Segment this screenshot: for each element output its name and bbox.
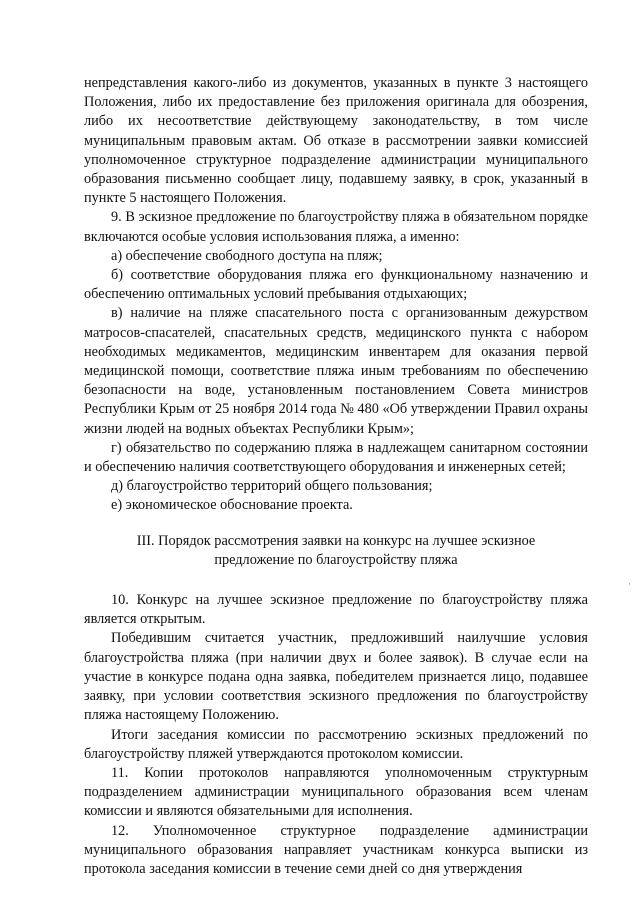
list-item-a: а) обеспечение свободного доступа на пляж;	[111, 247, 383, 264]
paragraph-clause-12: 12. Уполномоченное структурное подразделение администрации муниципального образования направляет участникам конкурса выписки из протокола заседания комиссии в течение семи дней со дня утверждения	[84, 822, 588, 877]
paragraph-clause-9: 9. В эскизное предложение по благоустройству пляжа в обязательном порядке включаются особые условия использования пляжа, а именно:	[84, 209, 588, 245]
paragraph-clause-10: 10. Конкурс на лучшее эскизное предложение по благоустройству пляжа является открытым.	[84, 592, 588, 628]
list-item-g: г) обязательство по содержанию пляжа в надлежащем санитарном состоянии и обеспечению наличия соответствующего оборудования и инженерных сетей;	[84, 439, 588, 476]
list-item-v: в) наличие на пляже спасательного поста с организованным дежурством матросов-спасателей, спасательных средств, медицинского пункта с набором необходимых медикаментов, медицинским инвентарем для оказания первой медицинской помощи, соответствие пляжа иным требованиям по обеспечению безопасности на воде, установленным постановлением Совета министров Республики Крым от 25 ноября 2014 года № 480 «Об утверждении Правил охраны жизни людей на водных объектах Республики Крым»;	[84, 305, 588, 437]
paragraph-winner: Победившим считается участник, предложивший наилучшие условия благоустройства пляжа (при наличии двух и более заявок). В случае если на участие в конкурсе подана одна заявка, победителем признается лицо, подавшее заявку, при условии соответствия эскизного предложения по благоустройству пляжа настоящему Положению.	[84, 630, 588, 724]
list-item-d: д) благоустройство территорий общего пользования;	[111, 478, 433, 495]
paragraph-continuation: непредставления какого-либо из документов, указанных в пункте 3 настоящего Положения, либо их предоставление без приложения оригинала для обозрения, либо их несоответствие действующему законодательству, в том числе муниципальным правовым актам. Об отказе в рассмотрении заявки комиссией уполномоченное структурное подразделение администрации муниципального образования письменно сообщает лицу, подавшему заявку, в срок, указанный в пункте 5 настоящего Положения.	[84, 75, 588, 207]
paragraph-results: Итоги заседания комиссии по рассмотрению эскизных предложений по благоустройству пляжей утверждаются протоколом комиссии.	[84, 726, 588, 762]
document-body	[84, 74, 588, 879]
scan-edge-mark: ·	[628, 579, 631, 589]
list-item-b: б) соответствие оборудования пляжа его функциональному назначению и обеспечению оптимальных условий пребывания отдыхающих;	[84, 267, 588, 303]
paragraph-clause-11: 11. Копии протоколов направляются уполномоченным структурным подразделением администрации муниципального образования всем членам комиссии и являются обязательными для исполнения.	[84, 764, 588, 820]
list-item-e: е) экономическое обоснование проекта.	[111, 497, 353, 514]
section-heading: III. Порядок рассмотрения заявки на конкурс на лучшее эскизное предложение по благоустройству пляжа	[136, 532, 536, 568]
